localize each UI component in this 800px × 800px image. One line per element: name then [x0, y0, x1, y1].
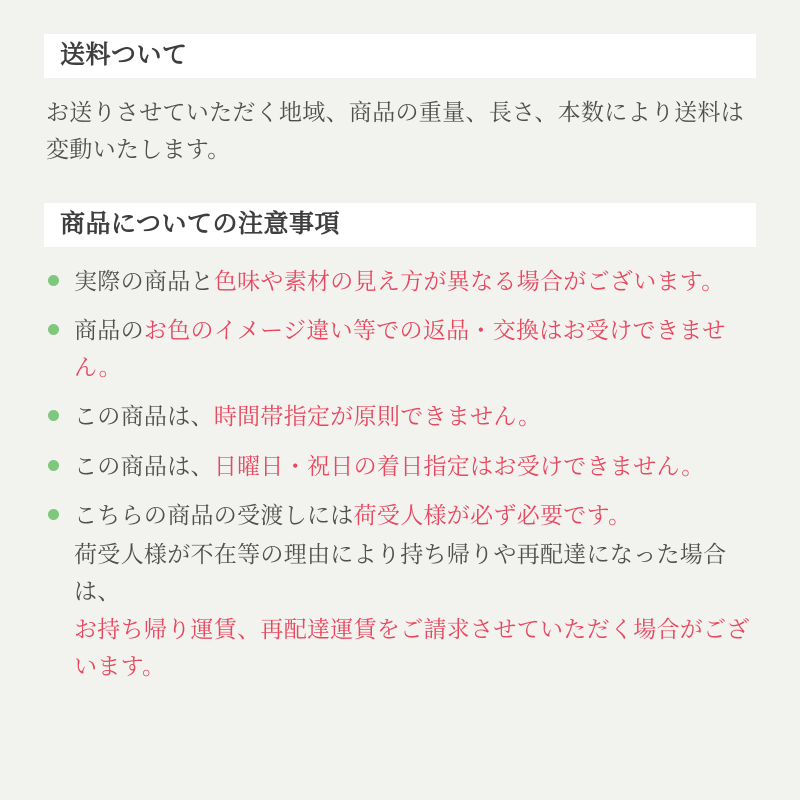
highlighted-text: 時間帯指定が原則できません。	[213, 403, 542, 430]
shipping-section-heading: 送料ついて	[44, 34, 756, 78]
note-text: この商品は、	[74, 452, 214, 479]
list-item	[44, 398, 756, 435]
note-text: こちらの商品の受渡しには	[74, 501, 354, 528]
note-text: この商品は、	[74, 403, 214, 430]
shipping-paragraph: お送りさせていただく地域、商品の重量、長さ、本数により送料は変動いたします。	[46, 99, 745, 163]
highlighted-text: 色味や素材の見え方が異なる場合がございます。	[213, 267, 725, 294]
highlighted-text: お色のイメージ違い等での返品・交換はお受けできません。	[74, 316, 726, 380]
bullet-icon	[48, 324, 59, 335]
list-item	[44, 312, 756, 387]
notes-section-heading-wrap	[44, 203, 756, 247]
highlighted-text: お持ち帰り運賃、再配達運賃をご請求させていただく場合がございます。	[74, 615, 750, 679]
highlighted-text: 日曜日・祝日の着日指定はお受けできません。	[213, 452, 705, 479]
note-text: 荷受人様が不在等の理由により持ち帰りや再配達になった場合は、	[74, 541, 727, 605]
bullet-icon	[48, 410, 59, 421]
shipping-section-heading-wrap	[44, 34, 756, 78]
highlighted-text: 荷受人様が必ず必要です。	[353, 501, 632, 528]
note-text: 実際の商品と	[74, 267, 214, 294]
note-text: 商品の	[74, 316, 144, 343]
notes-list	[44, 263, 756, 686]
list-item	[44, 497, 756, 685]
bullet-icon	[48, 509, 59, 520]
list-item	[44, 263, 756, 300]
list-item	[44, 448, 756, 485]
notes-section-heading: 商品についての注意事項	[44, 203, 756, 247]
bullet-icon	[48, 460, 59, 471]
bullet-icon	[48, 275, 59, 286]
